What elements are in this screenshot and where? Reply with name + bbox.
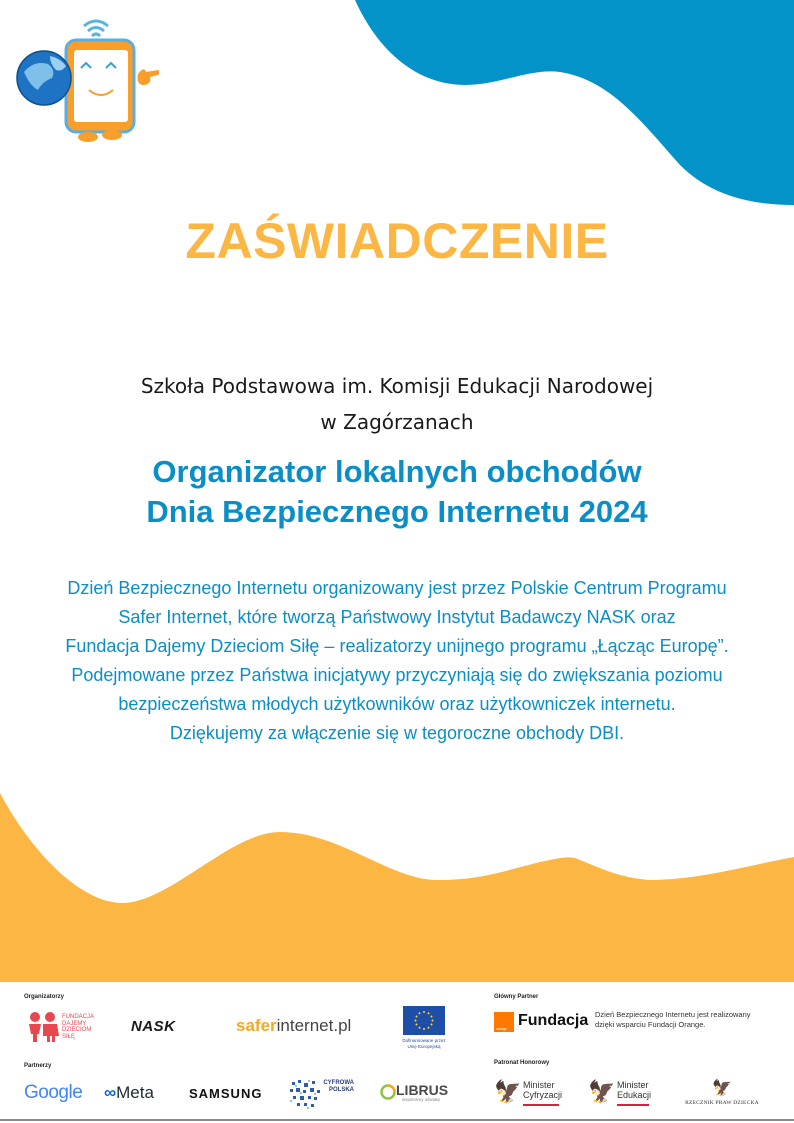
patronage-label: Patronat Honorowy <box>494 1060 550 1066</box>
main-partner-note-line: Dzień Bezpiecznego Internetu jest realizowany <box>595 1010 751 1019</box>
fdds-line: FUNDACJA <box>62 1014 95 1020</box>
librus-logo <box>380 1082 460 1104</box>
mascot-logo <box>14 12 159 142</box>
google-logo-text: Google <box>24 1082 83 1103</box>
body-line: Fundacja Dajemy Dzieciom Siłę – realizatorzy unijnego programu „Łącząc Europę”. <box>65 636 729 656</box>
award-headline-line-1: Organizator lokalnych obchodów <box>152 454 642 489</box>
main-partner-note-line: dzięki wsparciu Fundacji Orange. <box>595 1020 706 1029</box>
school-name-line-1: Szkoła Podstawowa im. Komisji Edukacji Narodowej <box>140 374 654 398</box>
body-line: Dziękujemy za włączenie się w tegoroczne obchody DBI. <box>169 723 625 743</box>
librus-ring-icon <box>380 1084 396 1100</box>
librus-logo-text: LIBRUS <box>396 1082 449 1098</box>
minister-line: Minister <box>523 1080 555 1090</box>
school-name <box>0 368 794 440</box>
body-line: Safer Internet, które tworzą Państwowy Instytut Badawczy NASK oraz <box>118 607 676 627</box>
body-line: Dzień Bezpiecznego Internetu organizowany jest przez Polskie Centrum Programu <box>67 578 727 598</box>
samsung-logo: SAMSUNG <box>189 1086 263 1101</box>
body-line: Podejmowane przez Państwa inicjatywy przyczyniają się do zwiększania poziomu <box>71 665 723 685</box>
fdds-line: SIŁĘ <box>62 1033 76 1040</box>
minister-line: Cyfryzacji <box>523 1090 563 1100</box>
main-partner-note <box>595 1010 751 1030</box>
partners-label: Partnerzy <box>24 1063 52 1069</box>
saferinternet-logo-internet: internet.pl <box>276 1016 352 1035</box>
orange-logo-square <box>494 1012 514 1032</box>
organizers-label: Organizatorzy <box>24 994 65 1000</box>
orange-logo-text: orange <box>496 1027 507 1031</box>
bottom-border-line <box>0 1119 794 1121</box>
certificate-title: ZAŚWIADCZENIE <box>185 213 609 269</box>
meta-logo <box>104 1083 154 1103</box>
eu-caption-line: Dofinansowane przez <box>402 1038 446 1043</box>
minister-cyfryzacji-logo <box>494 1078 569 1110</box>
eu-flag-icon <box>403 1006 445 1035</box>
cyfrowa-line: POLSKA <box>328 1087 354 1093</box>
polish-eagle-icon: 🦅 <box>712 1078 732 1097</box>
fdds-logo <box>26 1010 106 1046</box>
main-partner-label: Główny Partner <box>494 994 539 1000</box>
bottom-yellow-wave <box>0 793 794 983</box>
nask-logo: NASK <box>131 1018 176 1035</box>
minister-edukacji-logo <box>588 1078 663 1110</box>
cyfrowa-line: CYFROWA <box>323 1080 354 1086</box>
eu-logo <box>393 1006 455 1052</box>
meta-logo-text: Meta <box>116 1083 154 1102</box>
footer-logos <box>0 982 794 1123</box>
rzecznik-praw-dziecka-logo <box>676 1078 768 1110</box>
polish-eagle-icon: 🦅 <box>494 1080 522 1105</box>
fdds-line: DAJEMY <box>62 1020 87 1027</box>
body-line: bezpieczeństwa młodych użytkowników oraz użytkowniczek internetu. <box>118 694 676 714</box>
cyfrowa-polska-logo <box>288 1078 360 1112</box>
certificate-body <box>20 574 774 748</box>
rpd-text: RZECZNIK PRAW DZIECKA <box>685 1100 759 1106</box>
saferinternet-logo-safer: safer <box>236 1016 277 1035</box>
red-underline <box>617 1104 649 1106</box>
saferinternet-logo <box>236 1016 351 1036</box>
meta-infinity-icon: ∞ <box>104 1083 117 1102</box>
award-headline <box>0 452 794 532</box>
children-icon <box>26 1010 60 1044</box>
minister-line: Edukacji <box>617 1090 652 1100</box>
award-headline-line-2: Dnia Bezpiecznego Internetu 2024 <box>146 494 648 529</box>
eu-caption-line: Unię Europejską <box>407 1043 441 1049</box>
fdds-line: DZIECIOM <box>62 1027 92 1033</box>
google-logo <box>24 1082 82 1104</box>
top-right-blue-wave <box>355 0 794 205</box>
school-name-line-2: w Zagórzanach <box>320 410 474 434</box>
smiling-tablet-mascot-icon <box>14 12 159 142</box>
pixel-map-icon <box>288 1078 322 1110</box>
polish-eagle-icon: 🦅 <box>588 1080 616 1105</box>
minister-line: Minister <box>617 1080 649 1090</box>
fundacja-orange-logo: Fundacja <box>518 1012 589 1029</box>
red-underline <box>523 1104 559 1106</box>
librus-tagline: wspieramy oświatę <box>402 1097 441 1102</box>
